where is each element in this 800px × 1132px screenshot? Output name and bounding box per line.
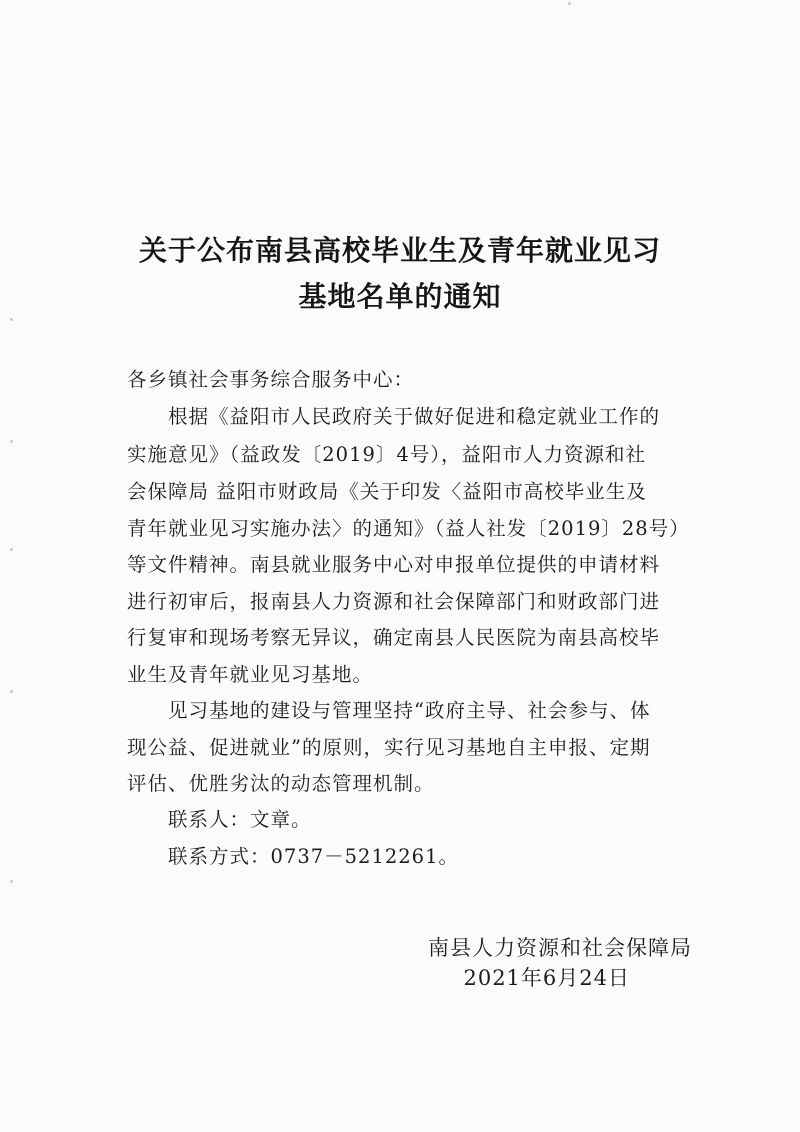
body-line: 评估、优胜劣汰的动态管理机制。 xyxy=(127,772,435,795)
contact-phone: 联系方式：0737－5212261。 xyxy=(168,845,459,868)
document-title-line-2: 基地名单的通知 xyxy=(298,280,502,313)
body-line: 行复审和现场考察无异议，确定南县人民医院为南县高校毕 xyxy=(127,626,661,649)
salutation: 各乡镇社会事务综合服务中心： xyxy=(127,368,415,391)
scan-speck xyxy=(10,690,13,693)
scan-speck xyxy=(10,318,13,321)
signature-date: 2021年6月24日 xyxy=(463,966,630,990)
body-line: 根据《益阳市人民政府关于做好促进和稳定就业工作的 xyxy=(168,405,661,428)
scan-speck xyxy=(10,548,13,551)
body-line: 实施意见》（益政发〔2019〕4号），益阳市人力资源和社 xyxy=(127,443,647,466)
body-line: 见习基地的建设与管理坚持“政府主导、社会参与、体 xyxy=(168,699,651,722)
scan-speck xyxy=(568,2,571,5)
document-title-line-1: 关于公布南县高校毕业生及青年就业见习 xyxy=(138,234,661,267)
body-line: 会保障局 益阳市财政局《关于印发〈益阳市高校毕业生及 xyxy=(127,480,647,503)
body-line: 现公益、促进就业”的原则，实行见习基地自主申报、定期 xyxy=(127,736,651,759)
body-line: 青年就业见习实施办法〉的通知》（益人社发〔2019〕28号） xyxy=(127,517,690,540)
body-line: 业生及青年就业见习基地。 xyxy=(127,663,374,686)
body-line: 等文件精神。南县就业服务中心对申报单位提供的申请材料 xyxy=(127,553,661,576)
scan-speck xyxy=(10,880,13,883)
contact-person: 联系人：文章。 xyxy=(168,808,312,831)
scan-speck xyxy=(10,440,13,443)
signature-organization: 南县人力资源和社会保障局 xyxy=(428,936,692,960)
body-line: 进行初审后，报南县人力资源和社会保障部门和财政部门进 xyxy=(127,590,661,613)
